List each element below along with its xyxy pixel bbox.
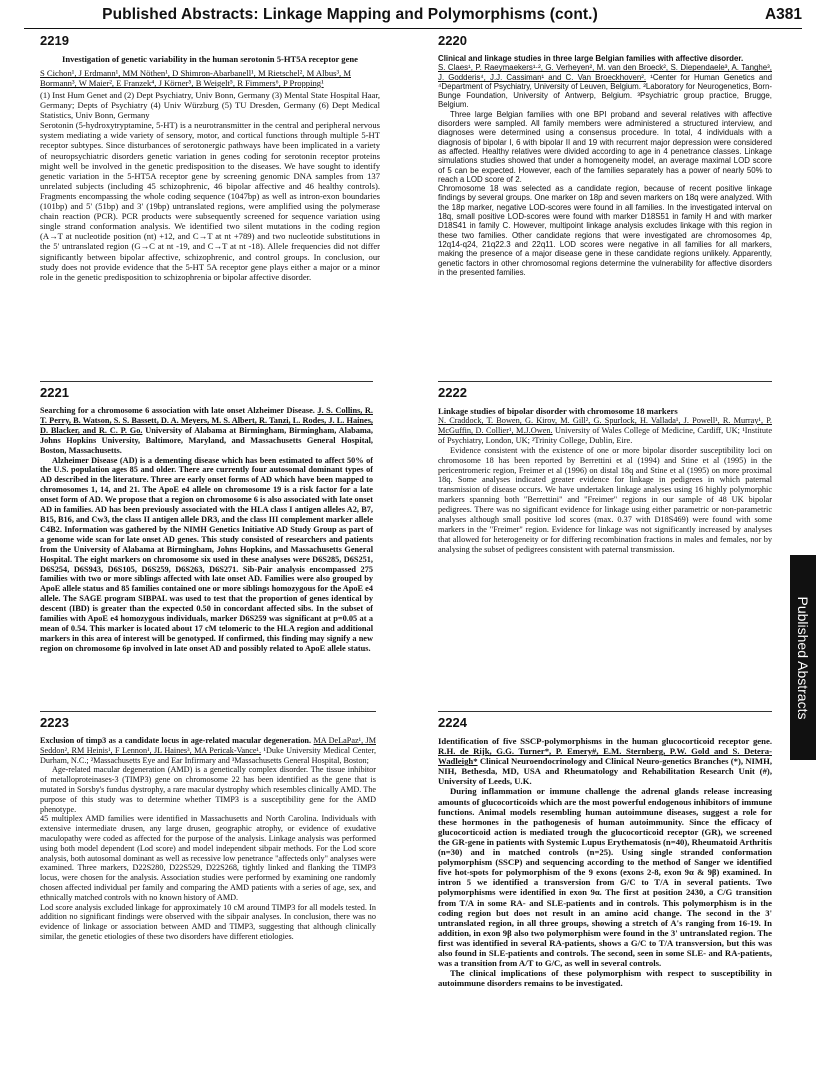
abstract-2220 xyxy=(438,33,772,369)
abstract-affiliation: (1) Inst Hum Genet and (2) Dept Psychiatry, Univ Bonn, Germany (3) Mental State Hospital Haar, Germany; Depts of Psychiatry (4) Univ Würzburg (5) TU Dresden, Germany (6) Dept Medical Statistics, Univ Bonn, Germany xyxy=(40,90,380,121)
abstract-body-2: Chromosome 18 was selected as a candidate region, because of recent positive linkage findings by several groups. One marker on 18p and seven markers on 18q were analyzed. With the 18p marker, negative LOD-scores were found in all families. In the investigated interval on 18q, small positive LOD-scores were found with marker D18S51 in family H and with marker D18S41 in family C. However, multipoint linkage analysis excludes linkage with this region in these two families. Other candidate regions that were investigated are chromosomes 4p, 12q14-q24, 21q22.3 and 22q11. LOD scores were negative in all families for all markers, making the presence of a major disease gene in these candidate regions unlikely. Apparently, genetic factors in other chromosomal regions determine the vulnerability for affective disorders in the presented families. xyxy=(438,184,772,277)
abstract-body: Alzheimer Disease (AD) is a dementing disease which has been estimated to affect 50% of the U.S. population ages 85 and older. There are currently four autosomal dominant types of AD described in the literature. Three are early onset forms of AD which have been mapped to chromosomes 1, 14, and 21. The ApoE e4 allele on chromosome 19 is a risk factor for a late onset form of AD. We propose that a region on chromosome 6 is also associated with late onset AD in families. AD has been previously associated with the HLA class I antigen alleles A2, B7, B15, B16, and Cw3, the class II antigen allele DR3, and the class III complement marker allele C4B2. Information was gathered by the NIMH Genetics Initiative AD Study Group as part of a genome wide scan for late onset AD genes. This study consisted of researchers and patients from the University of Alabama at Birmingham, Johns Hopkins, and Massachusetts General Hospital. The eight markers on chromosome six used in these analyses were D6S285, D6S251, D6S254, D6S943, D6S105, D6S259, D6S263, D6S271. Sib-Pair analysis encompassed 275 families with two or more siblings affected with late onset AD. Families were also grouped by ApoE allele status and 85 families contained one or more siblings homozygous for the ApoE e4 allele. The SAGE program SIBPAL was used to test that the proportion of genes identical by descent (IBD) is greater than the expected 0.50 in concordant affected sibs. In the subset of families with ApoE e4 homozygous individuals, marker D6S259 was significant at p=0.05 at a mean of 0.54. This marker is located about 17 cM telomeric to the HLA region and additional markers in this area of interest will be genotyped. If confirmed, this finding may signify a new region on chromosome 6p involved in late onset AD and possibly related to ApoE allele status. xyxy=(40,455,373,653)
abstract-body: Age-related macular degeneration (AMD) is a genetically complex disorder. The tissue inhibitor of metalloproteinases-3 (TIMP3) gene on chromosome 22 has been identified as the gene that is mutated in Sorsby's fundus dystrophy, a rare macular dystrophy which resembles clinically AMD. The purpose of this study was to determine whether TIMP3 is a susceptibility gene for the AMD phenotype. xyxy=(40,765,376,814)
abstract-title: Clinical and linkage studies in three large Belgian families with affective disorder. xyxy=(438,54,744,63)
abstract-rule xyxy=(438,711,772,712)
abstract-2224 xyxy=(438,711,772,1056)
abstract-2219 xyxy=(40,33,380,369)
abstract-number: 2220 xyxy=(438,33,467,48)
abstract-body-2: 45 multiplex AMD families were identified in Massachusetts and North Carolina. Individuals with extensive intermediate drusen, any large drusen, geographic atrophy, or evidence of exudative maculopathy were coded as affected for the purpose of the analysis. Linkage analysis was performed using both model dependent (Lod score) and model independent sibpair methods. For the Lod score analysis, both autosomal dominant as well as recessive low penetrance "affecteds only" analyses were examined. Three markers, D22S280, D22S529, D22S268, tightly linked and flanking the TIMP3 locus, were chosen for the analysis. Association studies were performed by examining one randomly chosen affected individual per family and comparing the AMD patients with a series of age, sex, and ethnically matched controls with no known history of AMD. xyxy=(40,814,376,902)
abstract-body-3: Lod score analysis excluded linkage for approximately 10 cM around TIMP3 for all models tested. In addition no significant findings were observed with the sibpair analyses. In conclusion, there was no evidence of linkage or association between AMD and TIMP3, suggesting that although clinically similar, the genetic etiologies of these two disorders have different etiologies. xyxy=(40,902,376,941)
abstract-body: Evidence consistent with the existence of one or more bipolar disorder susceptibility loci on chromosome 18 has been reported by Berrettini et al (1994) and Stine et al (1995) in the pericentromeric region, Freimer et al (1996) on distal 18q and Stine et al (1995) on more proximal 18q. Some analyses indicated greater evidence for linkage in pedigrees in which paternal transmission of disease occurs. We have undertaken linkage analyses using 16 highly polymorphic markers spanning both "Berrettini" and "Freimer" regions in our sample of 48 UK bipolar pedigrees. There was no significant evidence for linkage using either parametric or non-parametric analyses although small positive lod scores (max. 0.37 with D18S469) were found with some markers in the "Freimer" region. Evidence for linkage was not significantly increased by analyses that allowed for heterogeneity or for differing recombination fractions in males and females, nor by analysing the subset of pedigrees consistent with paternal transmission. xyxy=(438,445,772,554)
abstract-title-authors: Identification of five SSCP-polymorphisms in the human glucocorticoid receptor gene. R.H. de Rijk, G.G. Turner*, P. Emery#, E.M. Sternberg, P.W. Gold and S. Detera-Wadleigh* Clinical Neuroendocrinology and Clinical Neuro-genetics Branches (*), NIMH, NIH, Bethesda, MD, USA and Rheumatology and Rehabilitation Research Unit (#), University of Leeds, U.K. xyxy=(438,736,772,787)
side-tab-label: Published Abstracts xyxy=(795,596,811,719)
page-header xyxy=(0,0,816,32)
abstract-authors-affiliation: N. Craddock, T. Bowen, G. Kirov, M. Gill², G. Spurlock, H. Vallada¹, J. Powell¹, R. Murray¹, P. McGuffin, D. Collier¹, M.J.Owen. University of Wales College of Medicine, Cardiff, UK; ¹Institute of Psychiatry, London, UK; ²Trinity College, Dublin, Eire. xyxy=(438,416,772,445)
abstract-rule xyxy=(40,381,373,382)
abstract-authors-affiliation: S. Claes¹, P. Raeymaekers¹·², G. Verheyen², M. van den Broeck², S. Diependaele³, A. Tanghe³, J. Godderis⁴, J.J. Cassiman¹ and C. Van Broeckhoven². ¹Center for Human Genetics and ⁴Department of Psychiatry, University of Leuven, Belgium. ²Laboratory for Neurogenetics, Born-Bunge Foundation, University of Antwerp, Belgium. ³Psychiatric group practice, Brugge, Belgium. xyxy=(438,63,772,110)
journal-section-title: Published Abstracts: Linkage Mapping and Polymorphisms (cont.) xyxy=(102,6,598,23)
abstract-title-authors: Exclusion of timp3 as a candidate locus in age-related macular degeneration. MA DeLaPaz¹, JM Seddon², RM Heinis¹, F Lennon¹, JL Haines³, MA Pericak-Vance¹. ¹Duke University Medical Center, Durham, N.C.; ²Massachusetts Eye and Ear Infirmary and ³Massachusetts General Hospital, Boston; xyxy=(40,736,376,765)
abstract-number: 2223 xyxy=(40,715,69,730)
abstract-number: 2219 xyxy=(40,33,69,48)
abstract-number: 2221 xyxy=(40,385,69,400)
abstract-title: Linkage studies of bipolar disorder with chromosome 18 markers xyxy=(438,406,678,416)
abstract-number: 2224 xyxy=(438,715,467,730)
side-tab xyxy=(790,555,816,760)
abstract-body: During inflammation or immune challenge the adrenal glands release increasing amounts of glucocorticoids which are the most powerful endogenous inhibitors of immune functions. Animal models resembling human autoimmune diseases, suggest a role for these hormones in the pathogenesis of human autoimmunity. Since the efficacy of glucocorticoid action is mediated trough the glucocorticoid receptor (GR), we screened the GR-gene in patients with Systemic Lupus Erythematosis (n=40), Rheumatoid Arthritis (n=30) and in matched controls (n=25). Using single stranded conformation polymorphism (SSCP) and sequencing according to the method of Sanger we identified five hot-spots for polymorphism of the 9 exons (exons 2-8, exon 9α & 9β) examined. In intron 5 we identified a transversion from G/C to T/A in several patients. Two polymorphisms were identified in exon 9α. The first at position 2430, a C/G transition from T/A in some RA- and SLE-patients and in controls. This polymorphism is in the coding region but does not result in an amino acid change. The second in the 3' untranslated region, in all three groups, showing a stretch of A's ranging from 16-19. In addition, in exon 9β also two polymorphism were found in the 3' untranslated region. The first was identified in several RA-patients, shows a G/C to T/A transversion, but this was also found in SLE-patients and controls. The second, seen in some SLE- and RA-patients, was a transition from A/T to G/C, as well in several controls. xyxy=(438,786,772,969)
abstract-2223 xyxy=(40,711,376,981)
header-rule xyxy=(24,28,802,29)
page-number: A381 xyxy=(764,6,802,23)
abstract-body: Three large Belgian families with one BPI proband and several relatives with affective disorders were sampled. All family members were administered a structured interview, and diagnoses were determined using a consensus procedure. In total, 4 individuals with a diagnosis of bipolar I, 6 with bipolar II and 19 with recurrent major depression were considered as affected. Healthy relatives were divided according to age in 4 penetrance classes. Linkage simulations studies showed that under a homogeneity model, an average maximal LOD score of 5 can be expected. However, each of the families separately has a power of nearly 50% to reach a LOD score of 2. xyxy=(438,109,772,184)
abstract-2221 xyxy=(40,381,373,699)
abstract-title-authors: Searching for a chromosome 6 association with late onset Alzheimer Disease. J. S. Collins, R. T. Perry, B. Watson, S. S. Bassett, D. A. Meyers, M. S. Albert, R. Tanzi, L. Rodes, J. L. Haines, D. Blacker, and R. C. P. Go. University of Alabama at Birmingham, Birmingham, Alabama, Johns Hopkins University, Baltimore, Maryland, and Massachusetts General Hospital, Boston, Massachusetts. xyxy=(40,406,373,455)
abstract-rule xyxy=(438,381,772,382)
abstract-title: Investigation of genetic variability in the human serotonin 5-HT5A receptor gene xyxy=(62,54,358,64)
abstract-body-2: The clinical implications of these polymorphism with respect to susceptibility in autoimmune disorders remains to be investigated. xyxy=(438,968,772,989)
abstract-number: 2222 xyxy=(438,385,467,400)
abstract-rule xyxy=(40,711,376,712)
abstract-authors: S Cichon¹, J Erdmann¹, MM Nöthen¹, D Shimron-Abarbanell¹, M Rietschel², M Albus³, M Bormann³, W Maier², E Franzek⁴, J Körner⁵, B Weigelt⁵, R Fimmers⁶, P Propping¹ xyxy=(40,68,351,88)
abstract-body: Serotonin (5-hydroxytryptamine, 5-HT) is a neurotransmitter in the central and peripheral nervous system mediating a wide variety of sensory, motor, and cortical functions through multiple 5-HT receptor subtypes. Since disturbances of serotonergic pathways have been implicated in a variety of neuropsychiatric disorders genetic variation in genes coding for serotonin receptor proteins might well be involved in the genetic predisposition to the diseases. We have sought to identify genetic variation in the 5-HT5A receptor gene by screening genomic DNA samples from 137 unrelated subjects (including 45 schizophrenic, 46 bipolar affective and 46 healthy controls). Fragments encompassing the whole coding sequence (1047bp) as well as intron-exon boundaries (101bp) and 5' (51bp) and 3' (19bp) untranslated regions, were amplified using the polymerase chain reaction (PCR). PCR products were subsequently screened for sequence variation using single strand conformation analysis. We identified two silent mutations in the coding region (A→T at nucleotide position (nt) +12, and C→T at nt +789) and two nucleotide substitutions in the 5' untranslated region (G→C at nt -19, and C→T at nt -18). Allele frequencies did not differ significantly between bipolar affective, schizophrenic, and control groups. In conclusion, our study does not provide evidence that the 5-HT 5A receptor gene plays either a major or a minor role in the genetic predisposition to schizophrenia or bipolar affective disorder. xyxy=(40,120,380,282)
abstract-2222 xyxy=(438,381,772,561)
